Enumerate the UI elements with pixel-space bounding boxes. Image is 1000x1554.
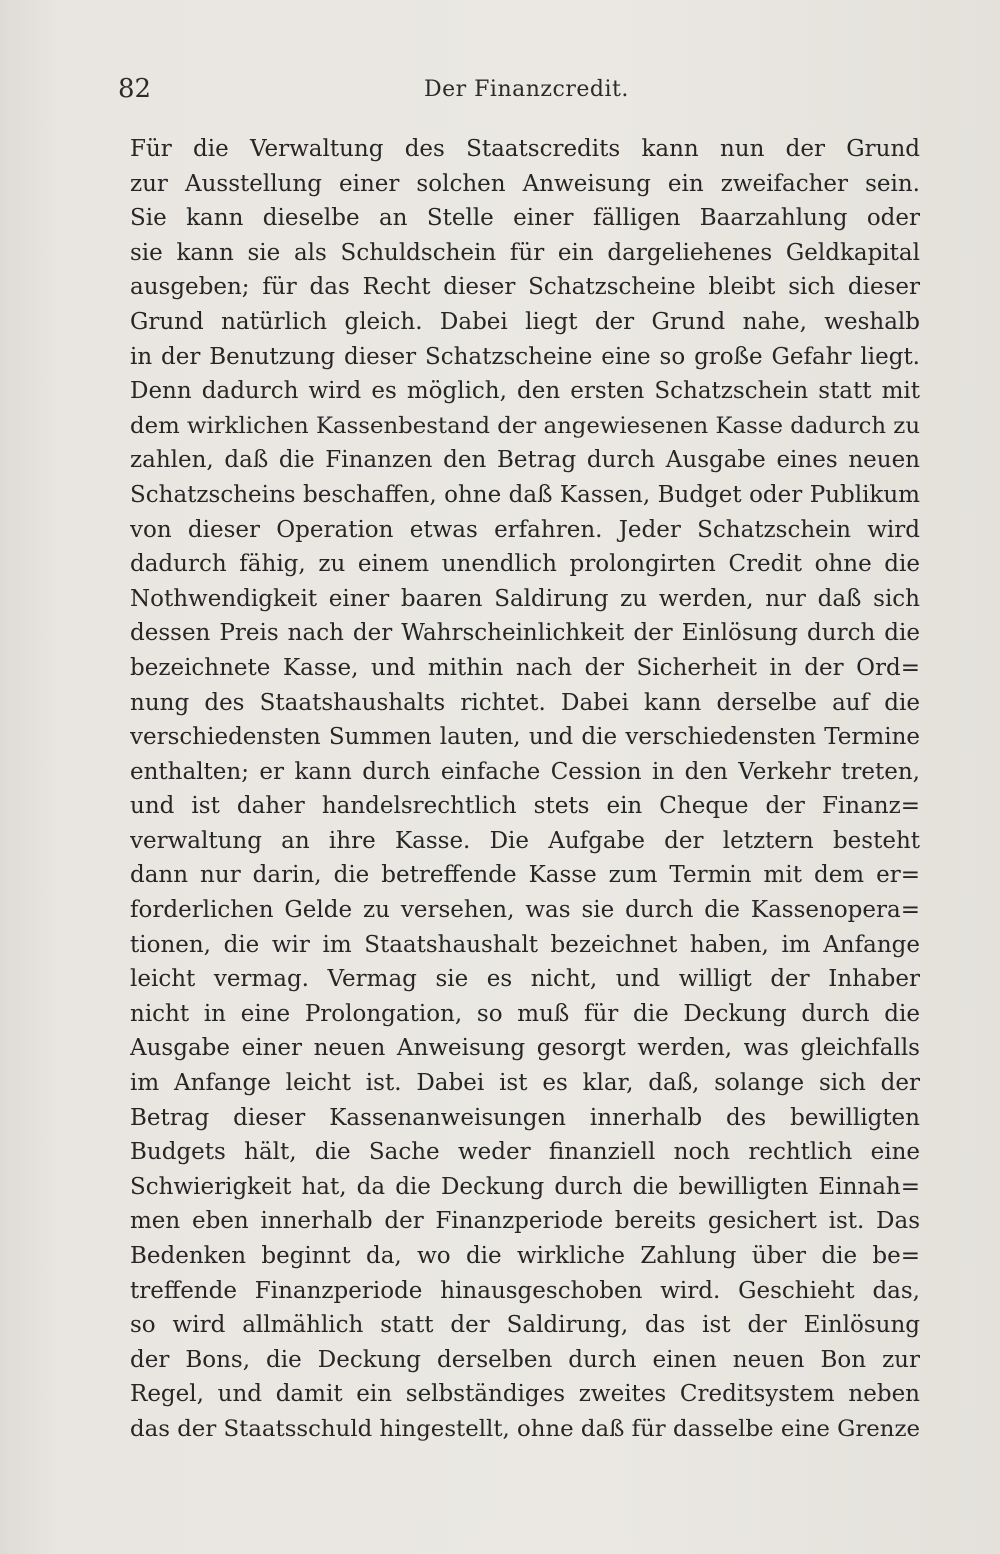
text-line: treffende Finanzperiode hinausgeschoben wird. Geschieht das, — [130, 1277, 920, 1304]
text-line: dann nur darin, die betreffende Kasse zum Termin mit dem er= — [130, 862, 920, 889]
text-line: Ausgabe einer neuen Anweisung gesorgt werden, was gleichfalls — [130, 1035, 920, 1062]
text-line: das der Staatsschuld hingestellt, ohne daß für dasselbe eine Grenze — [130, 1415, 920, 1442]
text-line: Bedenken beginnt da, wo die wirkliche Zahlung über die be= — [130, 1243, 920, 1269]
text-line: dem wirklichen Kassenbestand der angewiesenen Kasse dadurch zu — [130, 412, 920, 439]
text-line: men eben innerhalb der Finanzperiode bereits gesichert ist. Das — [130, 1208, 920, 1235]
text-line: dessen Preis nach der Wahrscheinlichkeit der Einlösung durch die — [130, 620, 920, 647]
text-line: ausgeben; für das Recht dieser Schatzscheine bleibt sich dieser — [130, 274, 920, 301]
text-line: leicht vermag. Vermag sie es nicht, und willigt der Inhaber — [130, 966, 920, 993]
body-text — [130, 132, 920, 1447]
text-line: Betrag dieser Kassenanweisungen innerhalb des bewilligten — [130, 1104, 920, 1131]
text-line: und ist daher handelsrechtlich stets ein Cheque der Finanz= — [130, 793, 920, 820]
text-line: Budgets hält, die Sache weder finanziell noch rechtlich eine — [130, 1139, 920, 1166]
text-line: von dieser Operation etwas erfahren. Jeder Schatzschein wird — [130, 516, 920, 543]
text-line: Denn dadurch wird es möglich, den ersten Schatzschein statt mit — [130, 378, 920, 405]
text-line: enthalten; er kann durch einfache Cession in den Verkehr treten, — [130, 758, 920, 785]
text-line: nicht in eine Prolongation, so muß für die Deckung durch die — [130, 1000, 920, 1027]
text-line: sie kann sie als Schuldschein für ein dargeliehenes Geldkapital — [130, 239, 920, 266]
text-line: der Bons, die Deckung derselben durch einen neuen Bon zur — [130, 1346, 920, 1373]
text-line: so wird allmählich statt der Saldirung, das ist der Einlösung — [130, 1312, 920, 1339]
text-line: verschiedensten Summen lauten, und die verschiedensten Termine — [130, 724, 920, 751]
text-line: zahlen, daß die Finanzen den Betrag durch Ausgabe eines neuen — [130, 447, 920, 474]
text-line: Regel, und damit ein selbständiges zweites Creditsystem neben — [130, 1381, 920, 1408]
text-line: im Anfange leicht ist. Dabei ist es klar, daß, solange sich der — [130, 1070, 920, 1097]
running-head: Der Finanzcredit. — [424, 77, 629, 102]
page-header — [112, 70, 912, 110]
text-line: zur Ausstellung einer solchen Anweisung ein zweifacher sein. — [130, 170, 920, 197]
text-line: nung des Staatshaushalts richtet. Dabei kann derselbe auf die — [130, 689, 920, 716]
text-line: bezeichnete Kasse, und mithin nach der Sicherheit in der Ord= — [130, 654, 920, 681]
text-line: dadurch fähig, zu einem unendlich prolongirten Credit ohne die — [130, 551, 920, 578]
page-number: 82 — [118, 74, 152, 104]
text-line: Schwierigkeit hat, da die Deckung durch die bewilligten Einnah= — [130, 1173, 920, 1200]
text-line: tionen, die wir im Staatshaushalt bezeichnet haben, im Anfange — [130, 931, 920, 958]
text-line: Für die Verwaltung des Staatscredits kann nun der Grund — [130, 136, 920, 162]
text-line: forderlichen Gelde zu versehen, was sie durch die Kassenopera= — [130, 897, 920, 924]
text-line: verwaltung an ihre Kasse. Die Aufgabe der letztern besteht — [130, 827, 920, 854]
text-line: Nothwendigkeit einer baaren Saldirung zu werden, nur daß sich — [130, 585, 920, 612]
text-line: in der Benutzung dieser Schatzscheine eine so große Gefahr liegt. — [130, 343, 920, 370]
text-line: Grund natürlich gleich. Dabei liegt der Grund nahe, weshalb — [130, 308, 920, 335]
text-line: Sie kann dieselbe an Stelle einer fälligen Baarzahlung oder — [130, 205, 920, 232]
text-line: Schatzscheins beschaffen, ohne daß Kassen, Budget oder Publikum — [130, 481, 920, 508]
